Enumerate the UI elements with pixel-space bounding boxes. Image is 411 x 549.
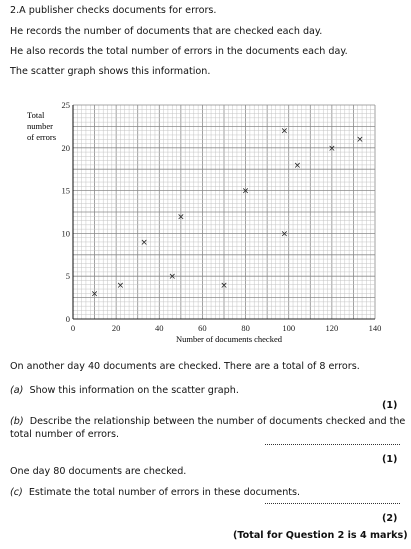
- part-b: [10, 416, 405, 427]
- part-b-answer-line[interactable]: [265, 442, 400, 445]
- after-graph-text: On another day 40 documents are checked. There are a total of 8 errors.: [10, 361, 360, 372]
- question-number: 2.: [10, 5, 20, 16]
- y-tick-label: 0: [65, 314, 70, 324]
- intro-text: A publisher checks documents for errors.: [19, 5, 217, 16]
- part-c-label: (c): [10, 487, 23, 498]
- part-b-marks: (1): [382, 454, 398, 465]
- intro-line-4: The scatter graph shows this information.: [10, 66, 211, 77]
- intro-line-2: He records the number of documents that are checked each day.: [10, 26, 323, 37]
- part-b-text-1: Describe the relationship between the number of documents checked and the: [29, 416, 406, 427]
- data-point-cross: ×: [241, 186, 250, 197]
- data-point-cross: ×: [116, 280, 125, 291]
- intro-line-3: He also records the total number of errors in the documents each day.: [10, 46, 348, 57]
- data-point-cross: ×: [177, 212, 185, 223]
- part-a-text: Show this information on the scatter graph.: [29, 385, 239, 396]
- data-point-cross: ×: [293, 160, 302, 171]
- x-tick-label: 120: [325, 323, 339, 333]
- part-c: [10, 487, 300, 498]
- y-axis-label-line-2: number: [27, 121, 53, 131]
- y-tick-label: 5: [65, 271, 70, 282]
- part-c-answer-line[interactable]: [265, 501, 400, 504]
- part-c-marks: (2): [382, 513, 398, 524]
- x-tick-label: 140: [368, 323, 382, 333]
- y-tick-label: 25: [61, 100, 70, 110]
- data-point-cross: ×: [168, 272, 177, 283]
- data-point-cross: ×: [90, 289, 99, 300]
- x-tick-label: 0: [70, 323, 76, 333]
- x-axis-label: Number of documents checked: [176, 334, 282, 344]
- data-point-cross: ×: [280, 229, 289, 240]
- part-a-label: (a): [10, 385, 24, 396]
- y-tick-label: 15: [61, 185, 70, 196]
- y-axis-label-line-3: of errors: [27, 132, 57, 142]
- y-tick-label: 10: [61, 228, 70, 239]
- x-tick-label: 80: [241, 323, 250, 333]
- part-c-text: Estimate the total number of errors in these documents.: [28, 487, 301, 498]
- part-b-text-2: total number of errors.: [10, 429, 120, 440]
- data-point-cross: ×: [220, 280, 228, 291]
- data-point-cross: ×: [280, 126, 289, 137]
- graph-points: [91, 127, 364, 300]
- x-tick-label: 20: [111, 323, 121, 333]
- x-tick-label: 100: [282, 323, 296, 333]
- part-c-intro: One day 80 documents are checked.: [10, 466, 187, 477]
- y-tick-label: 20: [61, 142, 70, 153]
- part-a-marks: (1): [382, 400, 398, 411]
- y-axis-label-line-1: Total: [27, 110, 45, 120]
- x-tick-label: 60: [198, 323, 207, 333]
- part-b-label: (b): [10, 416, 24, 427]
- part-a: [10, 385, 239, 396]
- data-point-cross: ×: [328, 143, 336, 154]
- question-total: (Total for Question 2 is 4 marks): [233, 530, 408, 541]
- x-tick-label: 40: [155, 323, 164, 333]
- data-point-cross: ×: [140, 237, 148, 248]
- data-point-cross: ×: [356, 135, 364, 146]
